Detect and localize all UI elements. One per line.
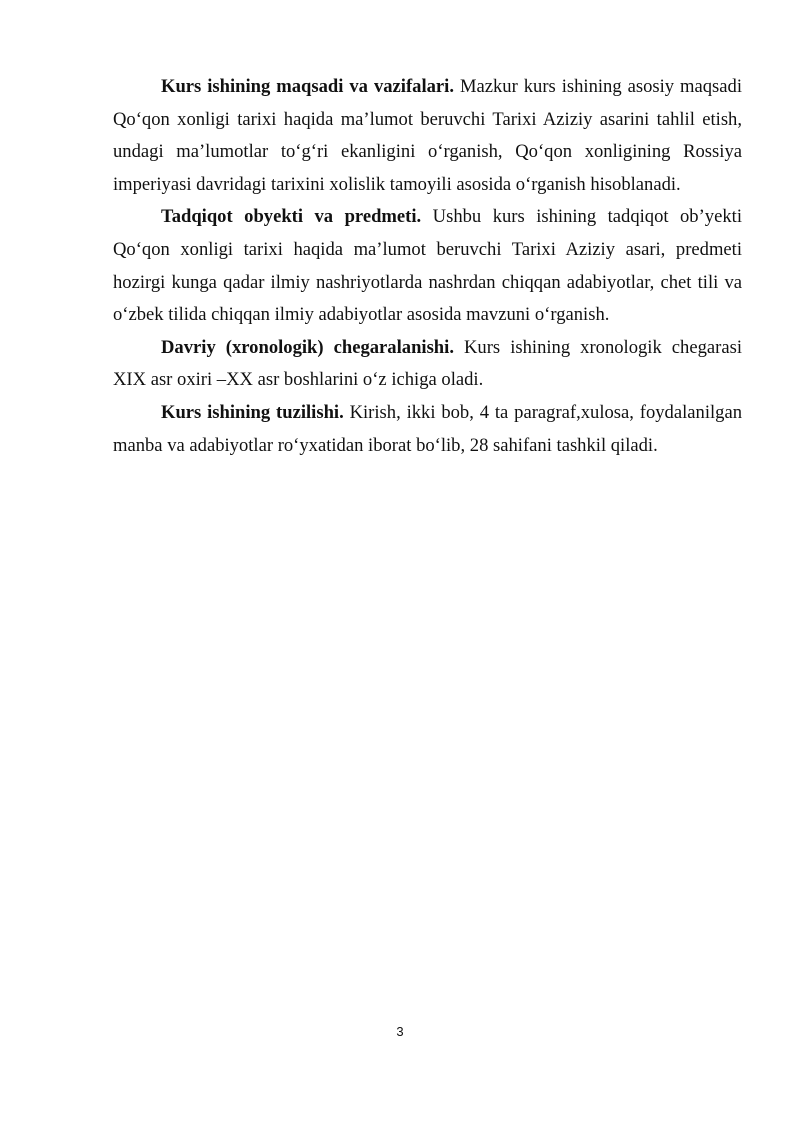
- paragraph-text-structure: Kirish, ikki bob, 4 ta paragraf,xulosa, foydalanilgan manba va adabiyotlar ro‘yxatidan iborat bo‘lib, 28 sahifani tashkil qiladi.: [113, 401, 742, 456]
- document-body: [113, 71, 742, 462]
- paragraph-structure: [113, 397, 742, 462]
- paragraph-goals: [113, 71, 742, 201]
- paragraph-text-goals: Mazkur kurs ishining asosiy maqsadi Qo‘qon xonligi tarixi haqida ma’lumot beruvchi Tarixi Aziziy asarini tahlil etish, undagi ma’lumotlar to‘g‘ri ekanligini o‘rganish, Qo‘qon xonligining Rossiya imperiyasi davridagi tarixini xolislik tamoyili asosida o‘rganish hisoblanadi.: [113, 76, 742, 195]
- paragraph-chronology: [113, 332, 742, 397]
- paragraph-heading-chronology: Davriy (xronologik) chegaralanishi.: [161, 336, 454, 358]
- paragraph-heading-structure: Kurs ishining tuzilishi.: [161, 401, 344, 423]
- paragraph-heading-object: Tadqiqot obyekti va predmeti.: [161, 206, 422, 228]
- paragraph-heading-goals: Kurs ishining maqsadi va vazifalari.: [161, 76, 454, 97]
- paragraph-text-object: Ushbu kurs ishining tadqiqot ob’yekti Qo‘qon xonligi tarixi haqida ma’lumot beruvchi Tarixi Aziziy asari, predmeti hozirgi kunga qadar ilmiy nashriyotlarda nashrdan chiqqan adabiyotlar, chet tili va o‘zbek tilida chiqqan ilmiy adabiyotlar asosida mavzuni o‘rganish.: [113, 206, 742, 326]
- paragraph-text-chronology: Kurs ishining xronologik chegarasi XIX asr oxiri –XX asr boshlarini o‘z ichiga oladi.: [113, 336, 742, 391]
- page-number: 3: [396, 1024, 404, 1039]
- paragraph-object: [113, 201, 742, 331]
